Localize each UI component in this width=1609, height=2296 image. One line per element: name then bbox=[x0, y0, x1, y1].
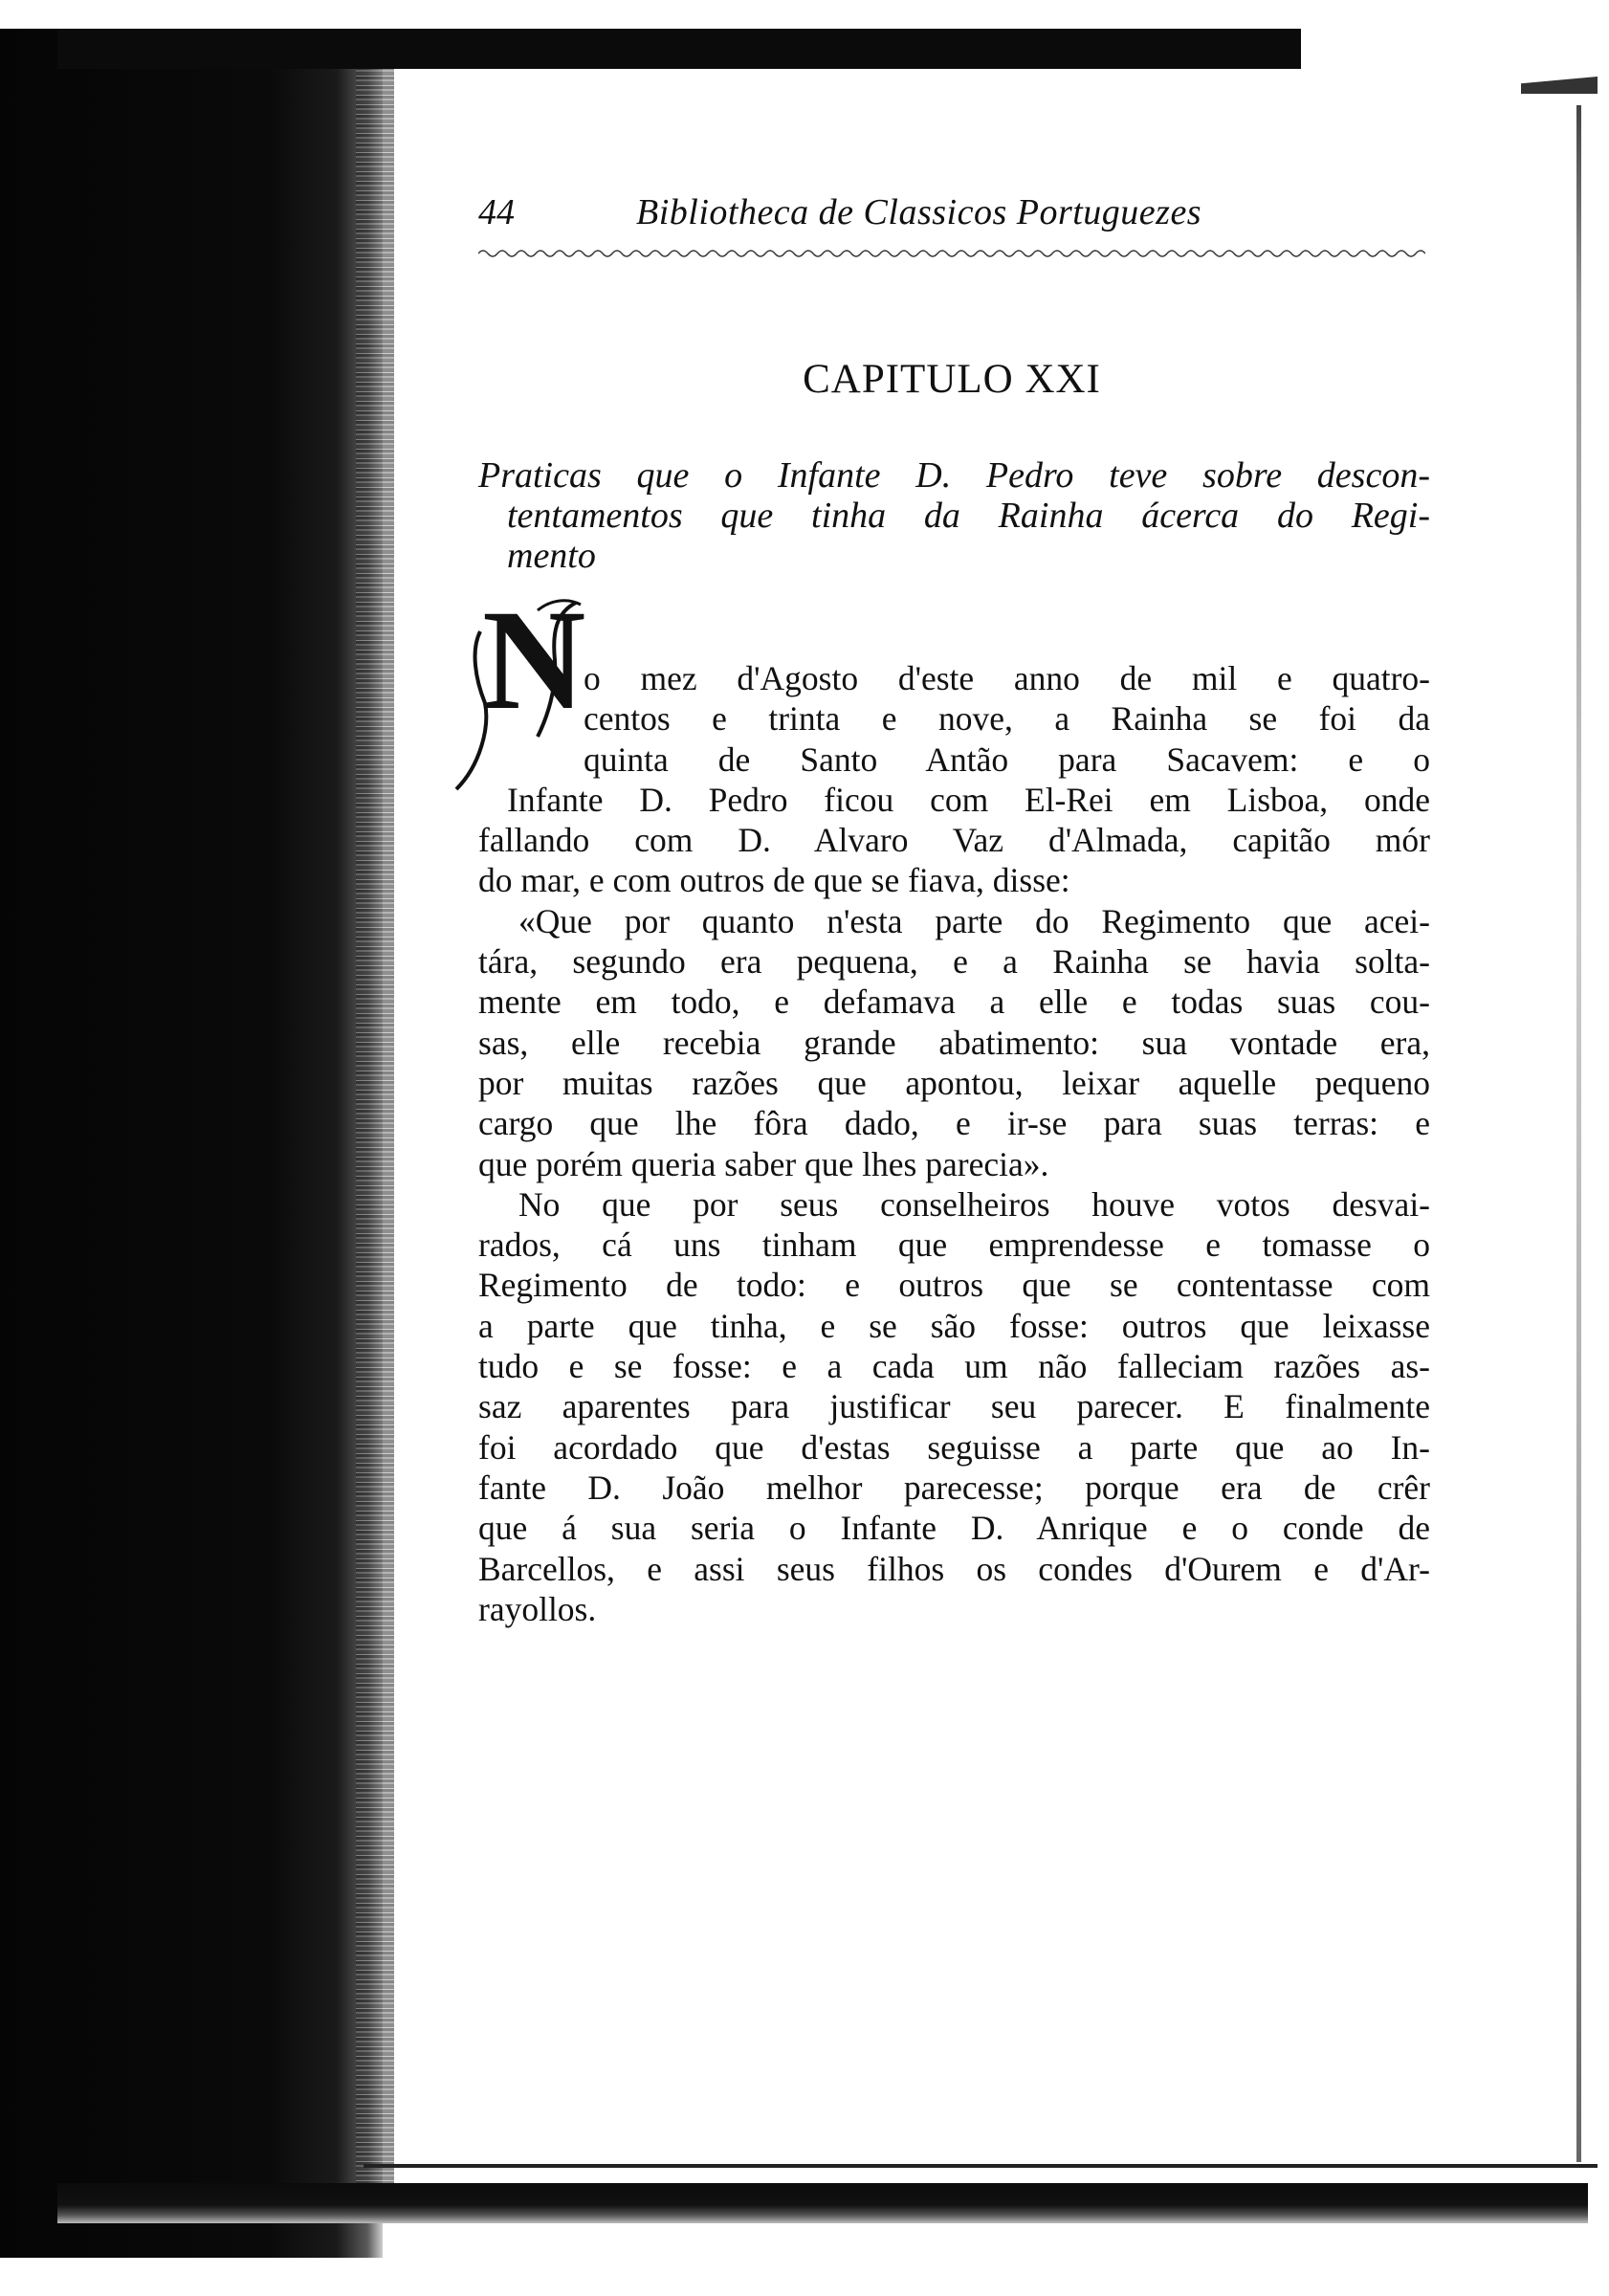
text-line: sas, elle recebia grande abatimento: sua vontade era, bbox=[478, 1023, 1430, 1062]
text-line: fallando com D. Alvaro Vaz d'Almada, capitão mór bbox=[478, 821, 1430, 860]
wavy-rule-divider bbox=[478, 247, 1425, 260]
page-right-edge bbox=[1576, 105, 1581, 2162]
text-line: foi acordado que d'estas seguisse a parte que ao In- bbox=[478, 1427, 1430, 1467]
subtitle-line: tentamentos que tinha da Rainha ácerca do Regi- bbox=[507, 496, 1430, 536]
running-title: Bibliotheca de Classicos Portuguezes bbox=[636, 192, 1202, 232]
body-text bbox=[478, 658, 1430, 1629]
dropcap-letter: N bbox=[482, 593, 586, 740]
text-line: mente em todo, e defamava a elle e todas suas cou- bbox=[478, 982, 1430, 1022]
text-line: cargo que lhe fôra dado, e ir-se para suas terras: e bbox=[478, 1104, 1430, 1143]
text-line: Regimento de todo: e outros que se contentasse com bbox=[478, 1266, 1430, 1305]
page-gutter-edge bbox=[356, 57, 394, 2219]
text-line: Infante D. Pedro ficou com El-Rei em Lisboa, onde bbox=[507, 780, 1430, 819]
scan-corner-mark bbox=[1521, 77, 1598, 94]
text-line: tára, segundo era pequena, e a Rainha se havia solta- bbox=[478, 942, 1430, 982]
page-bottom-edge bbox=[364, 2164, 1598, 2168]
text-line: rados, cá uns tinham que emprendesse e tomasse o bbox=[478, 1225, 1430, 1265]
text-line: No que por seus conselheiros houve votos desvai- bbox=[518, 1184, 1430, 1224]
page-number: 44 bbox=[478, 192, 515, 232]
chapter-subtitle bbox=[478, 455, 1430, 576]
text-line: a parte que tinha, e se são fosse: outros que leixasse bbox=[478, 1306, 1430, 1345]
scan-top-border bbox=[57, 29, 1301, 69]
text-line: por muitas razões que apontou, leixar aquelle pequeno bbox=[478, 1063, 1430, 1102]
book-spine-shadow bbox=[0, 29, 383, 2258]
scan-bottom-border bbox=[57, 2183, 1588, 2223]
text-line: fante D. João melhor parecesse; porque era de crêr bbox=[478, 1468, 1430, 1507]
subtitle-line: mento bbox=[507, 536, 596, 576]
text-line: saz aparentes para justificar seu parecer. E finalmente bbox=[478, 1387, 1430, 1426]
text-line: tudo e se fosse: e a cada um não falleciam razões as- bbox=[478, 1347, 1430, 1386]
text-line: Barcellos, e assi seus filhos os condes d'Ourem e d'Ar- bbox=[478, 1549, 1430, 1588]
text-line: que á sua seria o Infante D. Anrique e o conde de bbox=[478, 1509, 1430, 1548]
text-line: quinta de Santo Antão para Sacavem: e o bbox=[584, 740, 1430, 779]
subtitle-line: Praticas que o Infante D. Pedro teve sobre descon- bbox=[478, 455, 1430, 496]
text-line: que porém queria saber que lhes parecia». bbox=[478, 1144, 1049, 1183]
text-line: «Que por quanto n'esta parte do Regimento que acei- bbox=[518, 901, 1430, 940]
text-line: o mez d'Agosto d'este anno de mil e quatro- bbox=[584, 659, 1430, 697]
text-line: rayollos. bbox=[478, 1589, 597, 1628]
running-head bbox=[478, 191, 1425, 249]
text-line: do mar, e com outros de que se fiava, disse: bbox=[478, 861, 1070, 900]
chapter-heading: CAPITULO XXI bbox=[803, 357, 1101, 402]
text-line: centos e trinta e nove, a Rainha se foi da bbox=[584, 699, 1430, 739]
